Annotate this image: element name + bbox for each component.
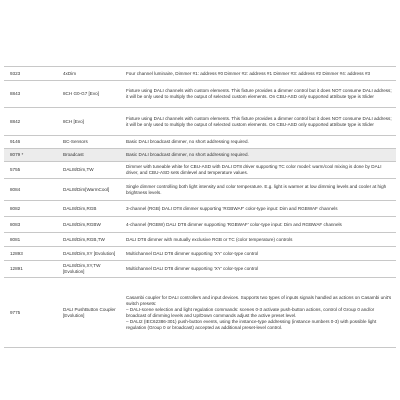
row-id-cell: 8084 <box>4 179 57 201</box>
row-id-cell: 8082 <box>4 201 57 217</box>
row-name-cell: 8CH [Evo] <box>57 108 120 136</box>
table-row <box>4 162 396 179</box>
device-table <box>4 66 396 348</box>
row-name-cell: DALI PushButton Coupler [Evolution] <box>57 278 120 348</box>
table-row <box>4 136 396 149</box>
table-row <box>4 81 396 108</box>
row-id-cell: 8083 <box>4 217 57 233</box>
row-name-cell: DALI8/Dim,XY [Evolution] <box>57 247 120 261</box>
row-description-cell: Fixture using DALI channels with custom elements. This fixture provides a dimmer control but it does NOT consume DALI address; it will be only used to multiply the output of selected custom elements. On CBU-ASD only supported attribute type is Slider <box>120 108 396 136</box>
table-row <box>4 201 396 217</box>
row-name-cell: DALI8/Dim,XY,TW [Evolution] <box>57 261 120 278</box>
row-description-cell: 3-channel (RGB) DALI DT8 dimmer supporting 'RGBWAF' color-type input: Dim and RGBWAF channels <box>120 201 396 217</box>
table-row <box>4 233 396 247</box>
row-name-cell: DALI8/Dim,RGB,TW <box>57 233 120 247</box>
row-id-cell: 5755 <box>4 162 57 179</box>
row-name-cell: 8CH G0-G7 [Evo] <box>57 81 120 108</box>
row-id-cell: 9323 <box>4 67 57 81</box>
row-description-cell: Basic DALI broadcast dimmer, no short addressing required. <box>120 149 396 162</box>
row-description-cell: Dimmer with tuneable white for CBU-ASD with DALI DT8 driver supporting TC color model: warm/cool mixing is done by DALI driver, and CBU-ASD sets dimlevel and temperature values. <box>120 162 396 179</box>
row-id-cell: 8843 <box>4 81 57 108</box>
row-description-cell: Multichannel DALI DT8 dimmer supporting 'XY' color-type control <box>120 247 396 261</box>
row-name-cell: BC-Sensors <box>57 136 120 149</box>
table-row <box>4 67 396 81</box>
row-description-cell: Multichannel DALI DT8 dimmer supporting 'XY' color-type control <box>120 261 396 278</box>
table-row <box>4 179 396 201</box>
row-description-cell: Basic DALI broadcast dimmer, no short addressing required. <box>120 136 396 149</box>
row-id-cell: 9146 <box>4 136 57 149</box>
row-name-cell: 4xDim <box>57 67 120 81</box>
table-row <box>4 217 396 233</box>
row-id-cell: 8079 * <box>4 149 57 162</box>
row-description-cell: Fixture using DALI channels with custom elements. This fixture provides a dimmer control but it does NOT consume DALI address; it will be only used to multiply the output of selected custom elements. On CBU-ASD only supported attribute type is Slider <box>120 81 396 108</box>
row-id-cell: 8842 <box>4 108 57 136</box>
row-id-cell: 9775 <box>4 278 57 348</box>
row-name-cell: Broadcast <box>57 149 120 162</box>
table-row <box>4 108 396 136</box>
row-name-cell: DALI8/Dim,TW <box>57 162 120 179</box>
device-table-body <box>4 67 396 348</box>
row-id-cell: 12893 <box>4 247 57 261</box>
table-row <box>4 278 396 348</box>
row-id-cell: 12891 <box>4 261 57 278</box>
row-description-cell: DALI DT8 dimmer with mutually exclusive RGB or TC (color temperature) controls <box>120 233 396 247</box>
row-description-cell: Single dimmer controlling both light intensity and color temperature. E.g. light is warmer at low dimming levels and cooler at high brightness levels. <box>120 179 396 201</box>
row-name-cell: DALI8/Dim,RGB <box>57 201 120 217</box>
row-name-cell: DALI8/Dim[WarmCool] <box>57 179 120 201</box>
table-row <box>4 247 396 261</box>
table-row <box>4 261 396 278</box>
row-description-cell: Casambi coupler for DALI controllers and input devices. Supports two types of inputs signals handled as actions on Casambi unit's switch presets: – DALI-scene selection and light regulation commands: scenes 0-3 activate push-button actions, control of Group 0 and/or broadcast of dimming levels and Up/Down commands adjust the active preset level. – DALI2 (IEC62386-301) push-button events, using the instance-type addressing (instance numbers 0-3) with possible light regulation (Group 0 or broadcast) accepted as additional preset-level control. <box>120 278 396 348</box>
row-id-cell: 8081 <box>4 233 57 247</box>
row-description-cell: 4-channel (RGBW) DALI DT8 dimmer supporting 'RGBWAF' color-type input: Dim and RGBWAF channels <box>120 217 396 233</box>
table-row <box>4 149 396 162</box>
row-name-cell: DALI8/Dim,RGBW <box>57 217 120 233</box>
row-description-cell: Four channel luminaire, Dimmer #1: address #0 Dimmer #2: address #1 Dimmer #3: address #2 Dimmer #4: address #3 <box>120 67 396 81</box>
